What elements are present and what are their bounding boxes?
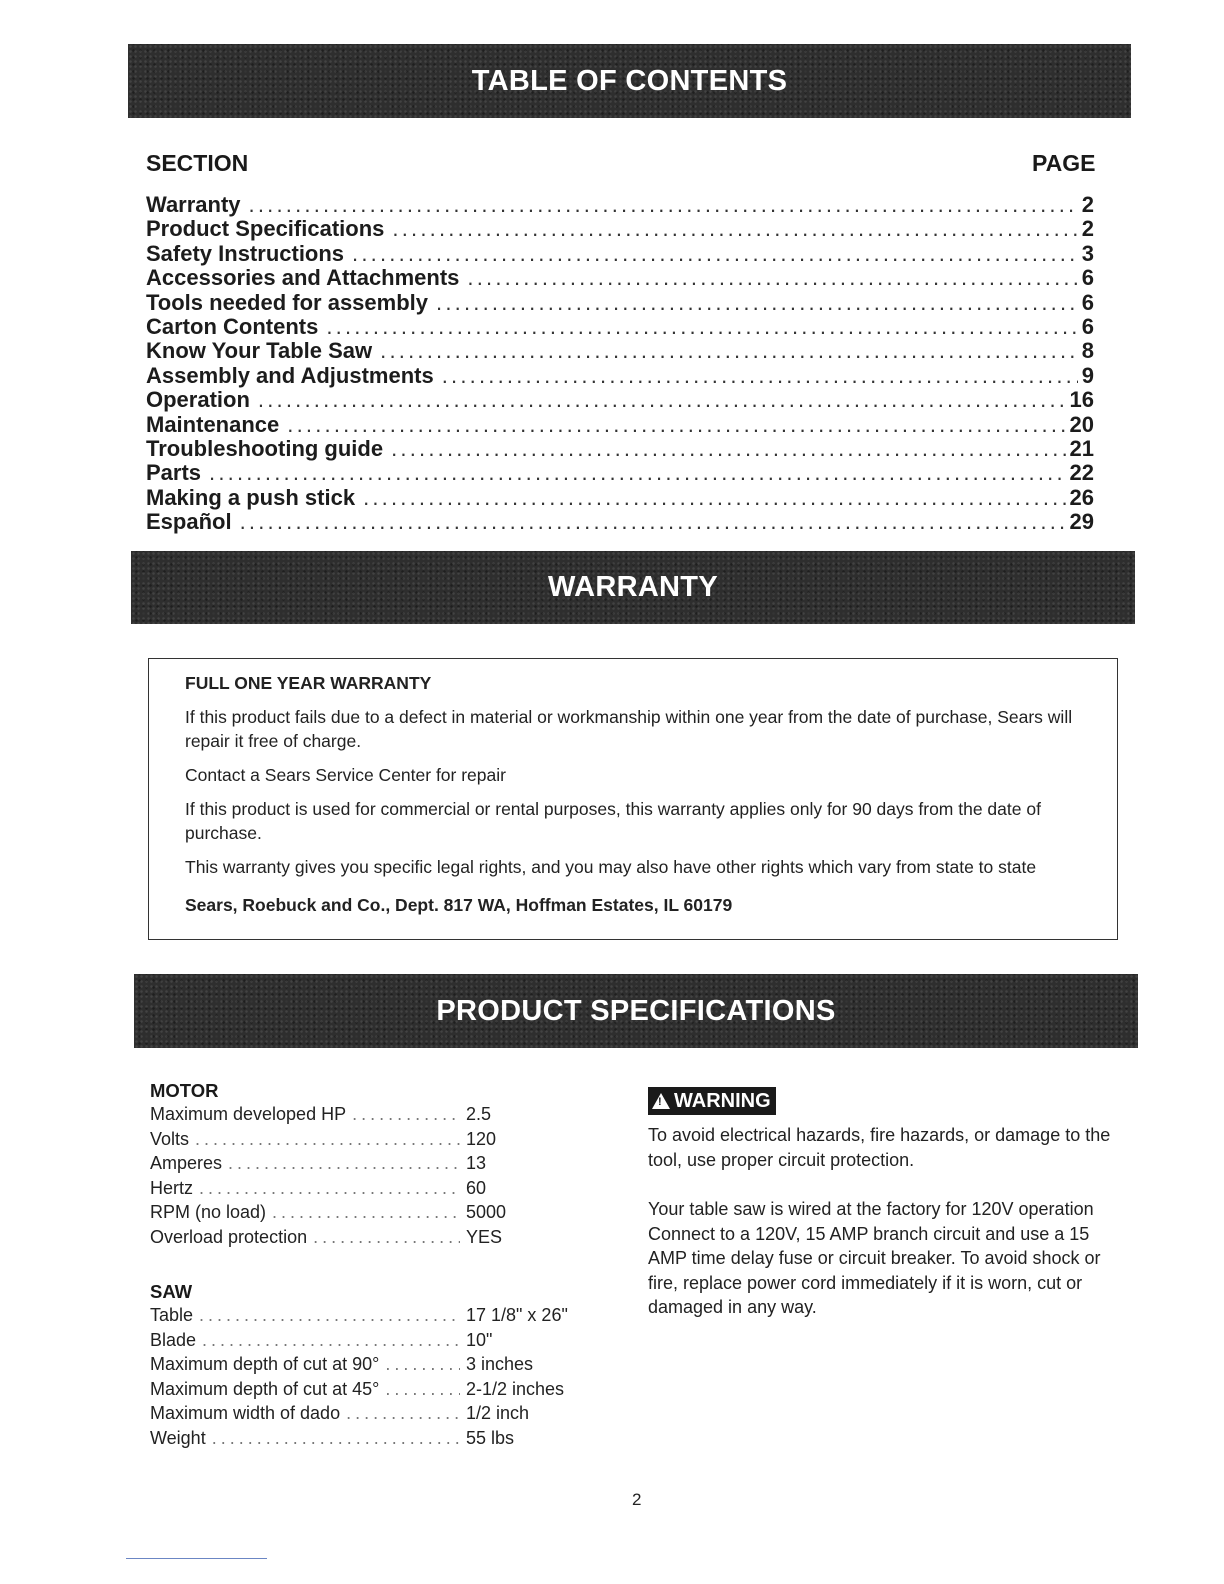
dot-leader bbox=[195, 1127, 460, 1152]
toc-entry-title: Product Specifications bbox=[146, 216, 385, 242]
spec-row bbox=[150, 1401, 590, 1426]
spec-row bbox=[150, 1176, 590, 1201]
toc-entry-page: 20 bbox=[1069, 411, 1094, 437]
spec-label: Hertz bbox=[150, 1177, 194, 1198]
toc-entry-title: Know Your Table Saw bbox=[146, 338, 373, 364]
spec-value: YES bbox=[466, 1226, 503, 1247]
toc-entry-title: Assembly and Adjustments bbox=[146, 362, 434, 388]
spec-label: Weight bbox=[150, 1427, 206, 1448]
spec-value: 1/2 inch bbox=[466, 1403, 530, 1423]
spec-row bbox=[150, 1426, 590, 1451]
toc-entry-page: 9 bbox=[1081, 362, 1094, 388]
warning-text: Your table saw is wired at the factory for 120V operation Connect to a 120V, 15 AMP branch circuit and use a 15 AMP time delay fuse or circuit breaker. To avoid shock or fire, replace power cord immediately if it is worn, cut or damaged in any way. bbox=[648, 1199, 1101, 1317]
dot-leader bbox=[272, 1200, 460, 1225]
toc-banner bbox=[128, 44, 1131, 118]
toc-entry[interactable] bbox=[146, 413, 1094, 437]
warning-triangle-icon bbox=[652, 1093, 670, 1109]
dot-leader bbox=[346, 1401, 460, 1426]
spec-label: Maximum developed HP bbox=[150, 1104, 347, 1124]
spec-label: Maximum depth of cut at 90° bbox=[150, 1354, 380, 1374]
warranty-paragraph: Contact a Sears Service Center for repair bbox=[185, 765, 506, 785]
spec-value: 2.5 bbox=[466, 1104, 492, 1124]
saw-heading: SAW bbox=[150, 1281, 193, 1302]
toc-entry-page: 22 bbox=[1069, 460, 1094, 486]
toc-entry[interactable] bbox=[146, 266, 1094, 290]
warranty-address: Sears, Roebuck and Co., Dept. 817 WA, Hoffman Estates, IL 60179 bbox=[185, 895, 733, 915]
spec-value: 55 lbs bbox=[466, 1427, 515, 1448]
warning-badge bbox=[648, 1087, 776, 1115]
spec-value: 5000 bbox=[466, 1202, 507, 1222]
spec-value: 3 inches bbox=[466, 1354, 534, 1374]
toc-entry-page: 8 bbox=[1081, 338, 1094, 364]
dot-leader bbox=[363, 486, 1065, 510]
spec-row bbox=[150, 1225, 590, 1250]
toc-entry[interactable] bbox=[146, 510, 1094, 534]
page-number: 2 bbox=[632, 1490, 642, 1509]
dot-leader bbox=[212, 1426, 460, 1451]
spec-label: Volts bbox=[150, 1128, 190, 1149]
dot-leader bbox=[391, 437, 1065, 461]
spec-value: 60 bbox=[466, 1177, 487, 1198]
dot-leader bbox=[442, 364, 1078, 388]
spec-label: Amperes bbox=[150, 1153, 223, 1173]
dot-leader bbox=[202, 1328, 460, 1353]
toc-entry-title: Español bbox=[146, 509, 232, 535]
dot-leader bbox=[467, 266, 1077, 290]
toc-entry-title: Parts bbox=[146, 460, 202, 486]
toc-entry[interactable] bbox=[146, 242, 1094, 266]
toc-entry[interactable] bbox=[146, 486, 1094, 510]
spec-label: RPM (no load) bbox=[150, 1202, 267, 1222]
dot-leader bbox=[199, 1176, 460, 1201]
spec-row bbox=[150, 1127, 590, 1152]
toc-section-heading: SECTION bbox=[146, 150, 249, 176]
warning-badge-label: WARNING bbox=[674, 1090, 771, 1112]
dot-leader bbox=[380, 339, 1078, 363]
dot-leader bbox=[385, 1377, 460, 1402]
toc-entry-title: Carton Contents bbox=[146, 313, 319, 339]
spec-value: 2-1/2 inches bbox=[466, 1378, 565, 1399]
spec-value: 13 bbox=[466, 1153, 487, 1173]
warranty-banner bbox=[131, 551, 1135, 624]
spec-value: 120 bbox=[466, 1128, 497, 1149]
toc-entry-page: 6 bbox=[1081, 313, 1094, 339]
specs-banner-title: PRODUCT SPECIFICATIONS bbox=[436, 994, 836, 1027]
toc-entry-page: 26 bbox=[1069, 484, 1094, 510]
saw-specs bbox=[150, 1281, 590, 1450]
spec-value: 17 1/8" x 26" bbox=[466, 1305, 568, 1325]
warning-text: To avoid electrical hazards, fire hazards, or damage to the tool, use proper circuit protection. bbox=[648, 1125, 1111, 1170]
toc-entry[interactable] bbox=[146, 437, 1094, 461]
toc-entry[interactable] bbox=[146, 291, 1094, 315]
toc-entry-page: 2 bbox=[1081, 192, 1094, 217]
toc-entry-title: Tools needed for assembly bbox=[146, 289, 429, 315]
spec-label: Overload protection bbox=[150, 1226, 308, 1247]
spec-row bbox=[150, 1102, 590, 1127]
toc-banner-title: TABLE OF CONTENTS bbox=[471, 64, 788, 97]
spec-row bbox=[150, 1151, 590, 1176]
spec-row bbox=[150, 1352, 590, 1377]
warranty-box bbox=[148, 658, 1118, 940]
spec-label: Blade bbox=[150, 1329, 197, 1350]
toc-entry[interactable] bbox=[146, 315, 1094, 339]
warning-notice bbox=[648, 1087, 1118, 1320]
dot-leader bbox=[392, 217, 1077, 241]
toc-entry-title: Warranty bbox=[146, 192, 241, 217]
spec-row bbox=[150, 1200, 590, 1225]
toc-entry-page: 3 bbox=[1081, 240, 1094, 266]
toc-entry-title: Operation bbox=[146, 387, 250, 413]
toc-entry-page: 2 bbox=[1081, 216, 1094, 242]
toc-entry-page: 6 bbox=[1081, 265, 1094, 291]
warranty-banner-title: WARRANTY bbox=[548, 571, 718, 603]
dot-leader bbox=[258, 388, 1066, 412]
dot-leader bbox=[313, 1225, 460, 1250]
dot-leader bbox=[228, 1151, 460, 1176]
toc-entry-title: Maintenance bbox=[146, 411, 280, 437]
warranty-paragraph: This warranty gives you specific legal rights, and you may also have other rights which vary from state to state bbox=[185, 857, 1037, 877]
dot-leader bbox=[352, 1102, 460, 1127]
toc-entry[interactable] bbox=[146, 193, 1094, 217]
toc-entry[interactable] bbox=[146, 388, 1094, 412]
dot-leader bbox=[287, 413, 1065, 437]
dot-leader bbox=[385, 1352, 460, 1377]
toc-page-heading: PAGE bbox=[1032, 150, 1096, 176]
spec-value: 10" bbox=[466, 1329, 493, 1350]
warranty-paragraph: If this product is used for commercial or rental purposes, this warranty applies only for 90 days from the date of purchase. bbox=[185, 799, 1041, 843]
toc-entry[interactable] bbox=[146, 339, 1094, 363]
toc-entry-page: 6 bbox=[1081, 289, 1094, 315]
toc-entry-title: Safety Instructions bbox=[146, 240, 345, 266]
dot-leader bbox=[209, 461, 1065, 485]
motor-heading: MOTOR bbox=[150, 1080, 219, 1101]
toc-entry-page: 29 bbox=[1069, 509, 1094, 535]
toc-list bbox=[146, 193, 1094, 534]
toc-entry[interactable] bbox=[146, 364, 1094, 388]
toc-entry-page: 21 bbox=[1069, 435, 1094, 461]
motor-specs bbox=[150, 1080, 590, 1249]
spec-row bbox=[150, 1303, 590, 1328]
specs-banner bbox=[134, 974, 1138, 1048]
dot-leader bbox=[326, 315, 1077, 339]
toc-entry-title: Troubleshooting guide bbox=[146, 435, 384, 461]
toc-entry[interactable] bbox=[146, 461, 1094, 485]
dot-leader bbox=[352, 242, 1078, 266]
warranty-title: FULL ONE YEAR WARRANTY bbox=[185, 673, 432, 693]
toc-entry-title: Making a push stick bbox=[146, 484, 356, 510]
dot-leader bbox=[240, 510, 1066, 534]
footer-rule bbox=[126, 1558, 267, 1559]
warranty-paragraph: If this product fails due to a defect in material or workmanship within one year from the date of purchase, Sears will repair it free of charge. bbox=[185, 707, 1073, 751]
spec-label: Table bbox=[150, 1305, 194, 1325]
toc-entry[interactable] bbox=[146, 217, 1094, 241]
spec-label: Maximum depth of cut at 45° bbox=[150, 1378, 380, 1399]
dot-leader bbox=[436, 291, 1078, 315]
spec-row bbox=[150, 1377, 590, 1402]
dot-leader bbox=[249, 193, 1078, 217]
toc-entry-page: 16 bbox=[1069, 387, 1094, 413]
spec-row bbox=[150, 1328, 590, 1353]
dot-leader bbox=[199, 1303, 460, 1328]
spec-label: Maximum width of dado bbox=[150, 1403, 341, 1423]
toc-entry-title: Accessories and Attachments bbox=[146, 265, 460, 291]
